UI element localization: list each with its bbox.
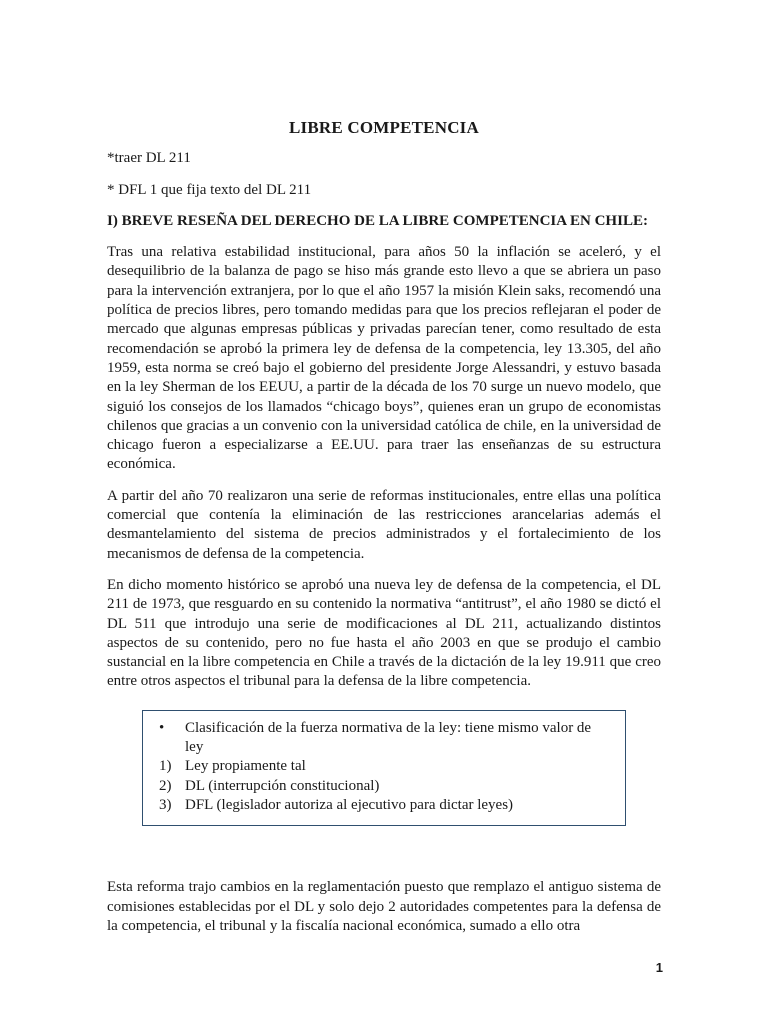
list-item-text: DL (interrupción constitucional) xyxy=(185,777,380,794)
body-paragraph-continued: Esta reforma trajo cambios en la reglamentación puesto que remplazo el antiguo sistema de comisiones establecidas por el DL y solo dejo 2 autoridades competentes para la defensa de la competencia, el tribunal y la fiscalía nacional económica, sumado a ello otra xyxy=(107,879,661,934)
note-line: *traer DL 211 xyxy=(107,150,191,167)
section-heading: I) BREVE RESEÑA DEL DERECHO DE LA LIBRE COMPETENCIA EN CHILE: xyxy=(107,212,648,229)
note-line: * DFL 1 que fija texto del DL 211 xyxy=(107,181,312,198)
document-page xyxy=(107,118,661,936)
list-item xyxy=(155,796,613,815)
classification-box xyxy=(142,710,626,826)
list-item-marker: 1) xyxy=(159,758,172,775)
body-paragraph: A partir del año 70 realizaron una serie de reformas institucionales, entre ellas una política comercial que contenía la eliminación de las restricciones arancelarias además el desmantelamiento del sistema de precios administrados y el fortalecimiento de los mecanismos de defensa de la competencia. xyxy=(107,487,661,562)
list-item-text: Ley propiamente tal xyxy=(185,758,306,775)
document-title: LIBRE COMPETENCIA xyxy=(289,118,479,137)
bullet-marker: • xyxy=(159,719,165,736)
list-item xyxy=(155,757,613,776)
bullet-item xyxy=(155,719,613,758)
list-item xyxy=(155,777,613,796)
list-item-marker: 3) xyxy=(159,796,172,813)
page-number: 1 xyxy=(655,960,663,975)
body-paragraph: Tras una relativa estabilidad institucional, para años 50 la inflación se aceleró, y el desequilibrio de la balanza de pago se hiso más grande esto llevo a que se abriera un paso para la intervención extranjera, por lo que el año 1957 la misión Klein saks, recomendó una política de precios libres, pero tomando medidas para que los precios reflejaran el poder de mercado que algunas empresas públicas y privadas parecían tener, como resultado de esta recomendación se aprobó la primera ley de defensa de la competencia, ley 13.305, del año 1959, esta norma se creó bajo el gobierno del presidente Jorge Alessandri, y estuvo basada en la ley Sherman de los EEUU, a partir de la década de los 70 surge un nuevo modelo, que siguió los consejos de los llamados “chicago boys”, quienes eran un grupo de economistas chilenos que gracias a un convenio con la universidad católica de chile, en la universidad de chicago fueron a especializarse a EE.UU. para traer las enseñanzas de su estructura económica. xyxy=(107,244,661,473)
body-paragraph: En dicho momento histórico se aprobó una nueva ley de defensa de la competencia, el DL 211 de 1973, que resguardo en su contenido la normativa “antitrust”, el año 1980 se dictó el DL 511 que introdujo una serie de modificaciones al DL 211, actualizando distintos aspectos de su contenido, pero no fue hasta el año 2003 en que se produjo el cambio sustancial en la libre competencia en Chile a través de la dictación de la ley 19.911 que creo entre otros aspectos el tribunal para la defensa de la libre competencia. xyxy=(107,576,661,690)
bullet-text: Clasificación de la fuerza normativa de la ley: tiene mismo valor de ley xyxy=(185,719,592,756)
list-item-marker: 2) xyxy=(159,777,172,794)
list-item-text: DFL (legislador autoriza al ejecutivo para dictar leyes) xyxy=(185,796,514,813)
